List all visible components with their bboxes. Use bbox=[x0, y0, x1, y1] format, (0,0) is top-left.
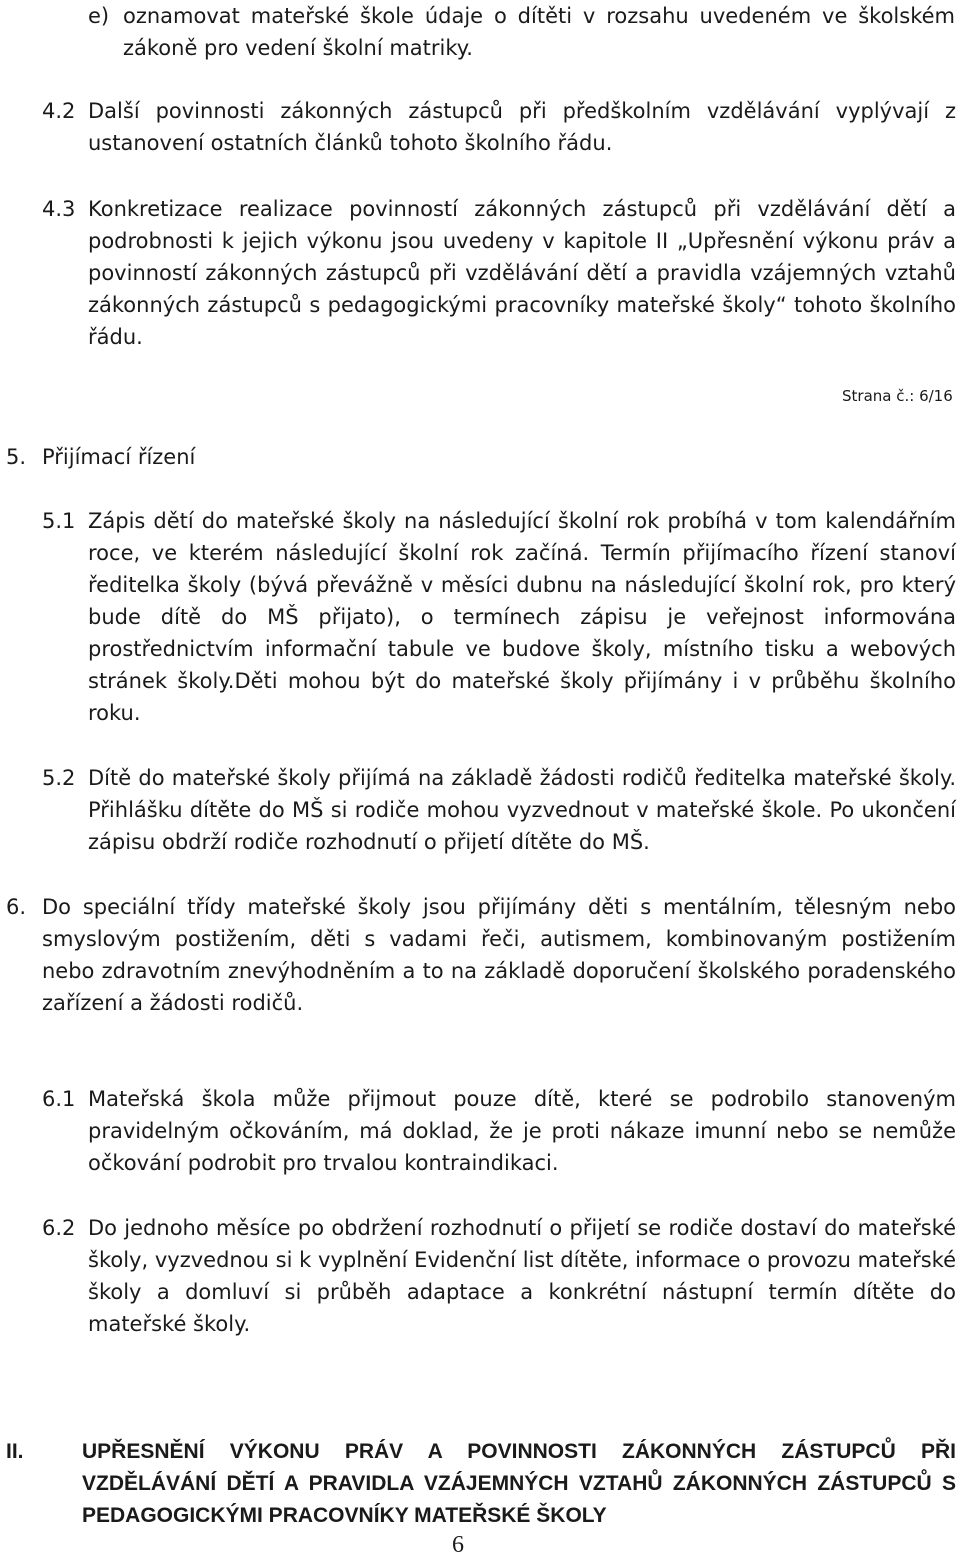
section-5-1-text: Zápis dětí do mateřské školy na následující školní rok probíhá v tom kalendářním roce, ve kterém následující školní rok začíná. Termín přijímacího řízení stanoví ředitelka školy (bývá převážně v měsíci dubnu na následující školní rok, pro který bude dítě do MŠ přijato), o termínech zápisu je veřejnost informována prostřednictvím informační tabule ve budove školy, místního tisku a webových stránek školy.Děti mohou být do mateřské školy přijímány i v průběhu školního roku. bbox=[88, 509, 956, 725]
section-6-1-text: Mateřská škola může přijmout pouze dítě, které se podrobilo stanoveným pravidelným očkováním, má doklad, že je proti nákaze imunní nebo se nemůže očkování podrobit pro trvalou kontraindikaci. bbox=[88, 1087, 956, 1175]
section-6-2-text: Do jednoho měsíce po obdržení rozhodnutí o přijetí se rodiče dostaví do mateřské školy, vyzvednou si k vyplnění Evidenční list dítěte, informace o provozu mateřské školy a domluví si průběh adaptace a konkrétní nástupní termín dítěte do mateřské školy. bbox=[88, 1216, 956, 1336]
section-6-number: 6. bbox=[6, 895, 27, 919]
item-e-content: oznamovat mateřské škole údaje o dítěti v rozsahu uvedeném ve školském zákoně pro vedení školní matriky. bbox=[123, 4, 955, 60]
section-6-text: Do speciální třídy mateřské školy jsou přijímány děti s mentálním, tělesným nebo smyslovým postižením, děti s vadami řeči, autismem, kombinovaným postižením nebo zdravotním znevýhodněním a to na základě doporučení školského poradenského zařízení a žádosti rodičů. bbox=[42, 895, 956, 1015]
section-5-1-number: 5.1 bbox=[42, 509, 76, 533]
section-5-number: 5. bbox=[6, 445, 27, 469]
section-5-2-text: Dítě do mateřské školy přijímá na základě žádosti rodičů ředitelka mateřské školy. Přihlášku dítěte do MŠ si rodiče mohou vyzvednout v mateřské škole. Po ukončení zápisu obdrží rodiče rozhodnutí o přijetí dítěte do MŠ. bbox=[88, 766, 956, 854]
chapter-2-number: II. bbox=[6, 1440, 24, 1463]
section-4-3-text: Konkretizace realizace povinností zákonných zástupců při vzdělávání dětí a podrobnosti k jejich výkonu jsou uvedeny v kapitole II „Upřesnění výkonu práv a povinností zákonných zástupců při vzdělávání dětí a pravidla vzájemných vztahů zákonných zástupců s pedagogickými pracovníky mateřské školy“ tohoto školního řádu. bbox=[88, 197, 956, 349]
section-6-1-number: 6.1 bbox=[42, 1087, 76, 1111]
section-5-2-number: 5.2 bbox=[42, 766, 76, 790]
page-number: 6 bbox=[452, 1532, 464, 1558]
section-4-2-number: 4.2 bbox=[42, 99, 76, 123]
page-footer-label: Strana č.: 6/16 bbox=[842, 387, 953, 405]
section-4-3-number: 4.3 bbox=[42, 197, 76, 221]
chapter-2-title: UPŘESNĚNÍ VÝKONU PRÁV A POVINNOSTI ZÁKONNÝCH ZÁSTUPCŮ PŘI VZDĚLÁVÁNÍ DĚTÍ A PRAVIDLA VZÁJEMNÝCH VZTAHŮ ZÁKONNÝCH ZÁSTUPCŮ S PEDAGOGICKÝMI PRACOVNÍKY MATEŘSKÉ ŠKOLY bbox=[82, 1440, 956, 1527]
section-4-2-text: Další povinnosti zákonných zástupců při předškolním vzdělávání vyplývají z ustanovení ostatních článků tohoto školního řádu. bbox=[88, 99, 956, 155]
list-marker-e: e) bbox=[88, 4, 110, 28]
item-e-text bbox=[123, 0, 955, 64]
section-6-2-number: 6.2 bbox=[42, 1216, 76, 1240]
section-5-title: Přijímací řízení bbox=[42, 445, 196, 469]
